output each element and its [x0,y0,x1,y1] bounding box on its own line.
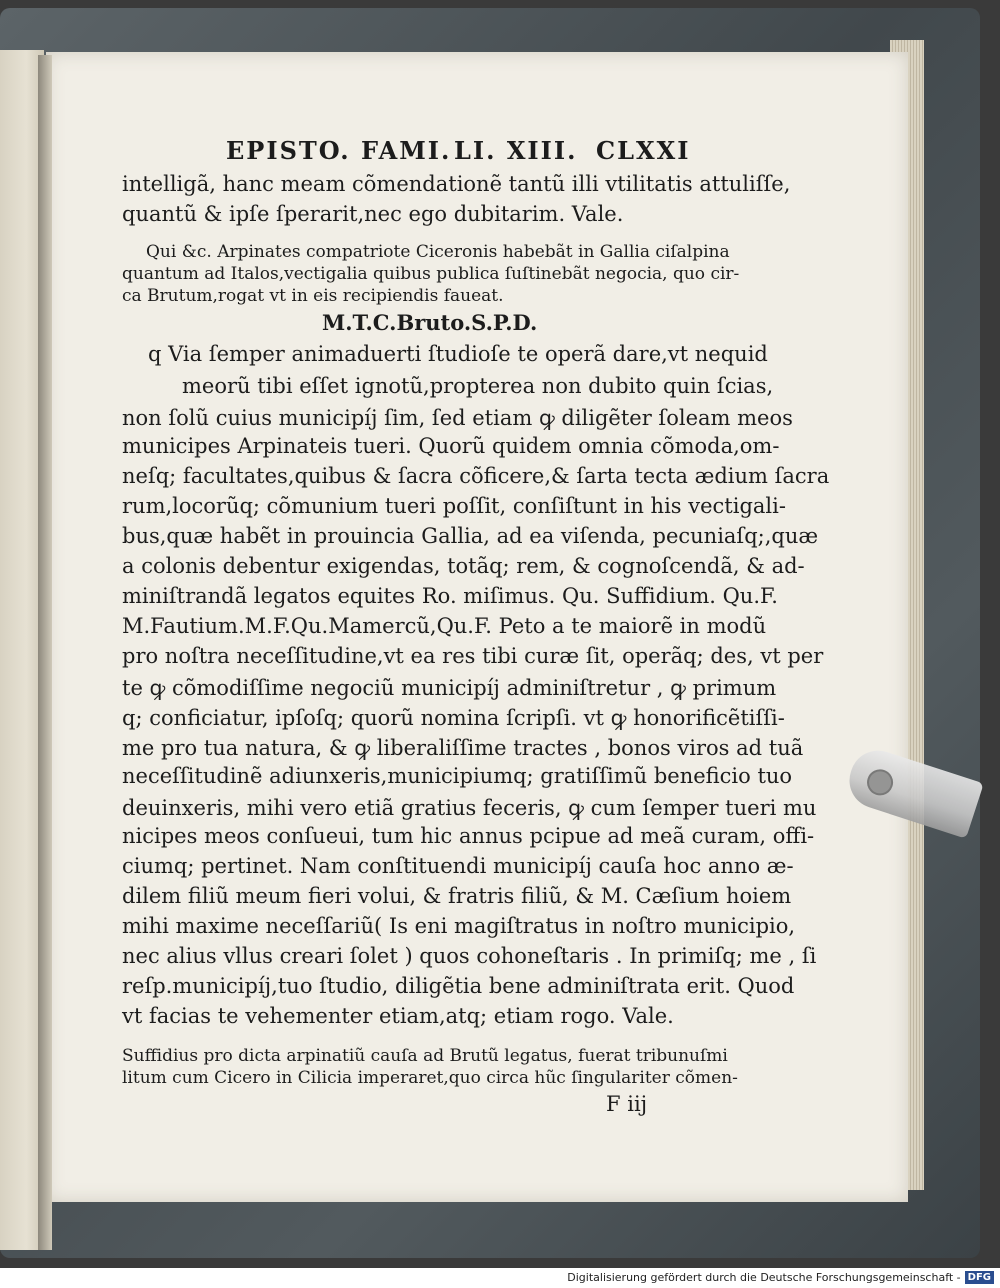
text-line: M.Fautium.M.F.Qu.Mamercũ,Qu.F. Peto a te maiorẽ in modũ [122,614,767,638]
text-line: meorũ tibi eſſet ignotũ,propterea non dubito quin ſcias, [182,374,774,398]
folio-number: CLXXI [596,136,691,165]
text-line: deuinxeris, mihi vero etiã gratius feceris, ꝙ cum ſemper tueri mu [122,796,817,820]
text-line: bus,quæ habẽt in prouincia Gallia, ad ea viſenda, pecuniaſq;,quæ [122,524,819,548]
text-line: q Via ſemper animaduerti ſtudioſe te operã dare,vt nequid [148,342,768,366]
dfg-logo: DFG [965,1271,994,1284]
page-text [46,52,908,1202]
text-line: vt facias te vehementer etiam,atq; etiam rogo. Vale. [122,1004,674,1028]
text-line: pro noſtra neceſſitudine,vt ea res tibi curæ ſit, operãq; des, vt per [122,644,824,668]
summary-line: Suffidius pro dicta arpinatiũ cauſa ad Brutũ legatus, fuerat tribunuſmi [122,1046,728,1066]
digitization-credit [567,1268,994,1286]
text-line: rum,locorũq; cõmunium tueri poſſit, conſiſtunt in his vectigali- [122,494,786,518]
text-line: non ſolũ cuius municipíj ſim, ſed etiam ꝙ diligẽter ſoleam meos [122,406,793,430]
text-line: me pro tua natura, & ꝙ liberaliſſime tractes , bonos viros ad tuã [122,736,804,760]
running-head-left: EPISTO. FAMI. [226,136,452,165]
summary-line: ca Brutum,rogat vt in eis recipiendis faueat. [122,286,504,306]
text-line: neceſſitudinẽ adiunxeris,municipiumq; gratiſſimũ beneficio tuo [122,764,793,788]
text-line: neſq; facultates,quibus & ſacra cõficere,& ſarta tecta ædium ſacra [122,464,830,488]
text-line: te ꝙ cõmodiſſime negociũ municipíj adminiſtretur , ꝙ primum [122,676,777,700]
page-gutter [38,55,52,1250]
text-line: quantũ & ipſe ſperarit,nec ego dubitarim. Vale. [122,202,624,226]
text-line: mihi maxime neceſſariũ( Is eni magiſtratus in noſtro municipio, [122,914,796,938]
text-line: reſp.municipíj,tuo ſtudio, diligẽtia bene adminiſtrata erit. Quod [122,974,795,998]
text-line: municipes Arpinateis tueri. Quorũ quidem omnia cõmoda,om- [122,434,780,458]
credit-text: Digitalisierung gefördert durch die Deutsche Forschungsgemeinschaft - [567,1270,961,1284]
summary-line: litum cum Cicero in Cilicia imperaret,quo circa hũc ſingulariter cõmen- [122,1068,738,1088]
text-line: intelligã, hanc meam cõmendationẽ tantũ illi vtilitatis attuliſſe, [122,172,791,196]
text-line: ciumq; pertinet. Nam conſtituendi municipíj cauſa hoc anno æ- [122,854,794,878]
text-line: a colonis debentur exigendas, totãq; rem, & cognoſcendã, & ad- [122,554,805,578]
clip-hole [864,766,897,799]
signature-mark: F iij [606,1092,648,1116]
running-head-center: LI. XIII. [454,136,578,165]
text-line: dilem filiũ meum fieri volui, & fratris filiũ, & M. Cæſium hoiem [122,884,792,908]
text-line: miniſtrandã legatos equites Ro. miſimus. Qu. Suffidium. Qu.F. [122,584,778,608]
text-line: nec alius vllus creari ſolet ) quos cohoneſtaris . In primiſq; me , ſi [122,944,817,968]
text-line: q; conficiatur, ipſoſq; quorũ nomina ſcripſi. vt ꝙ honorificẽtiſſi- [122,706,785,730]
summary-line: Qui &c. Arpinates compatriote Ciceronis habebãt in Gallia ciſalpina [146,242,730,262]
summary-line: quantum ad Italos,vectigalia quibus publica ſuſtinebãt negocia, quo cir- [122,264,740,284]
text-line: nicipes meos conſueui, tum hic annus pcipue ad meã curam, offi- [122,824,815,848]
salutation: M.T.C.Bruto.S.P.D. [322,310,538,335]
book-page [46,52,908,1202]
